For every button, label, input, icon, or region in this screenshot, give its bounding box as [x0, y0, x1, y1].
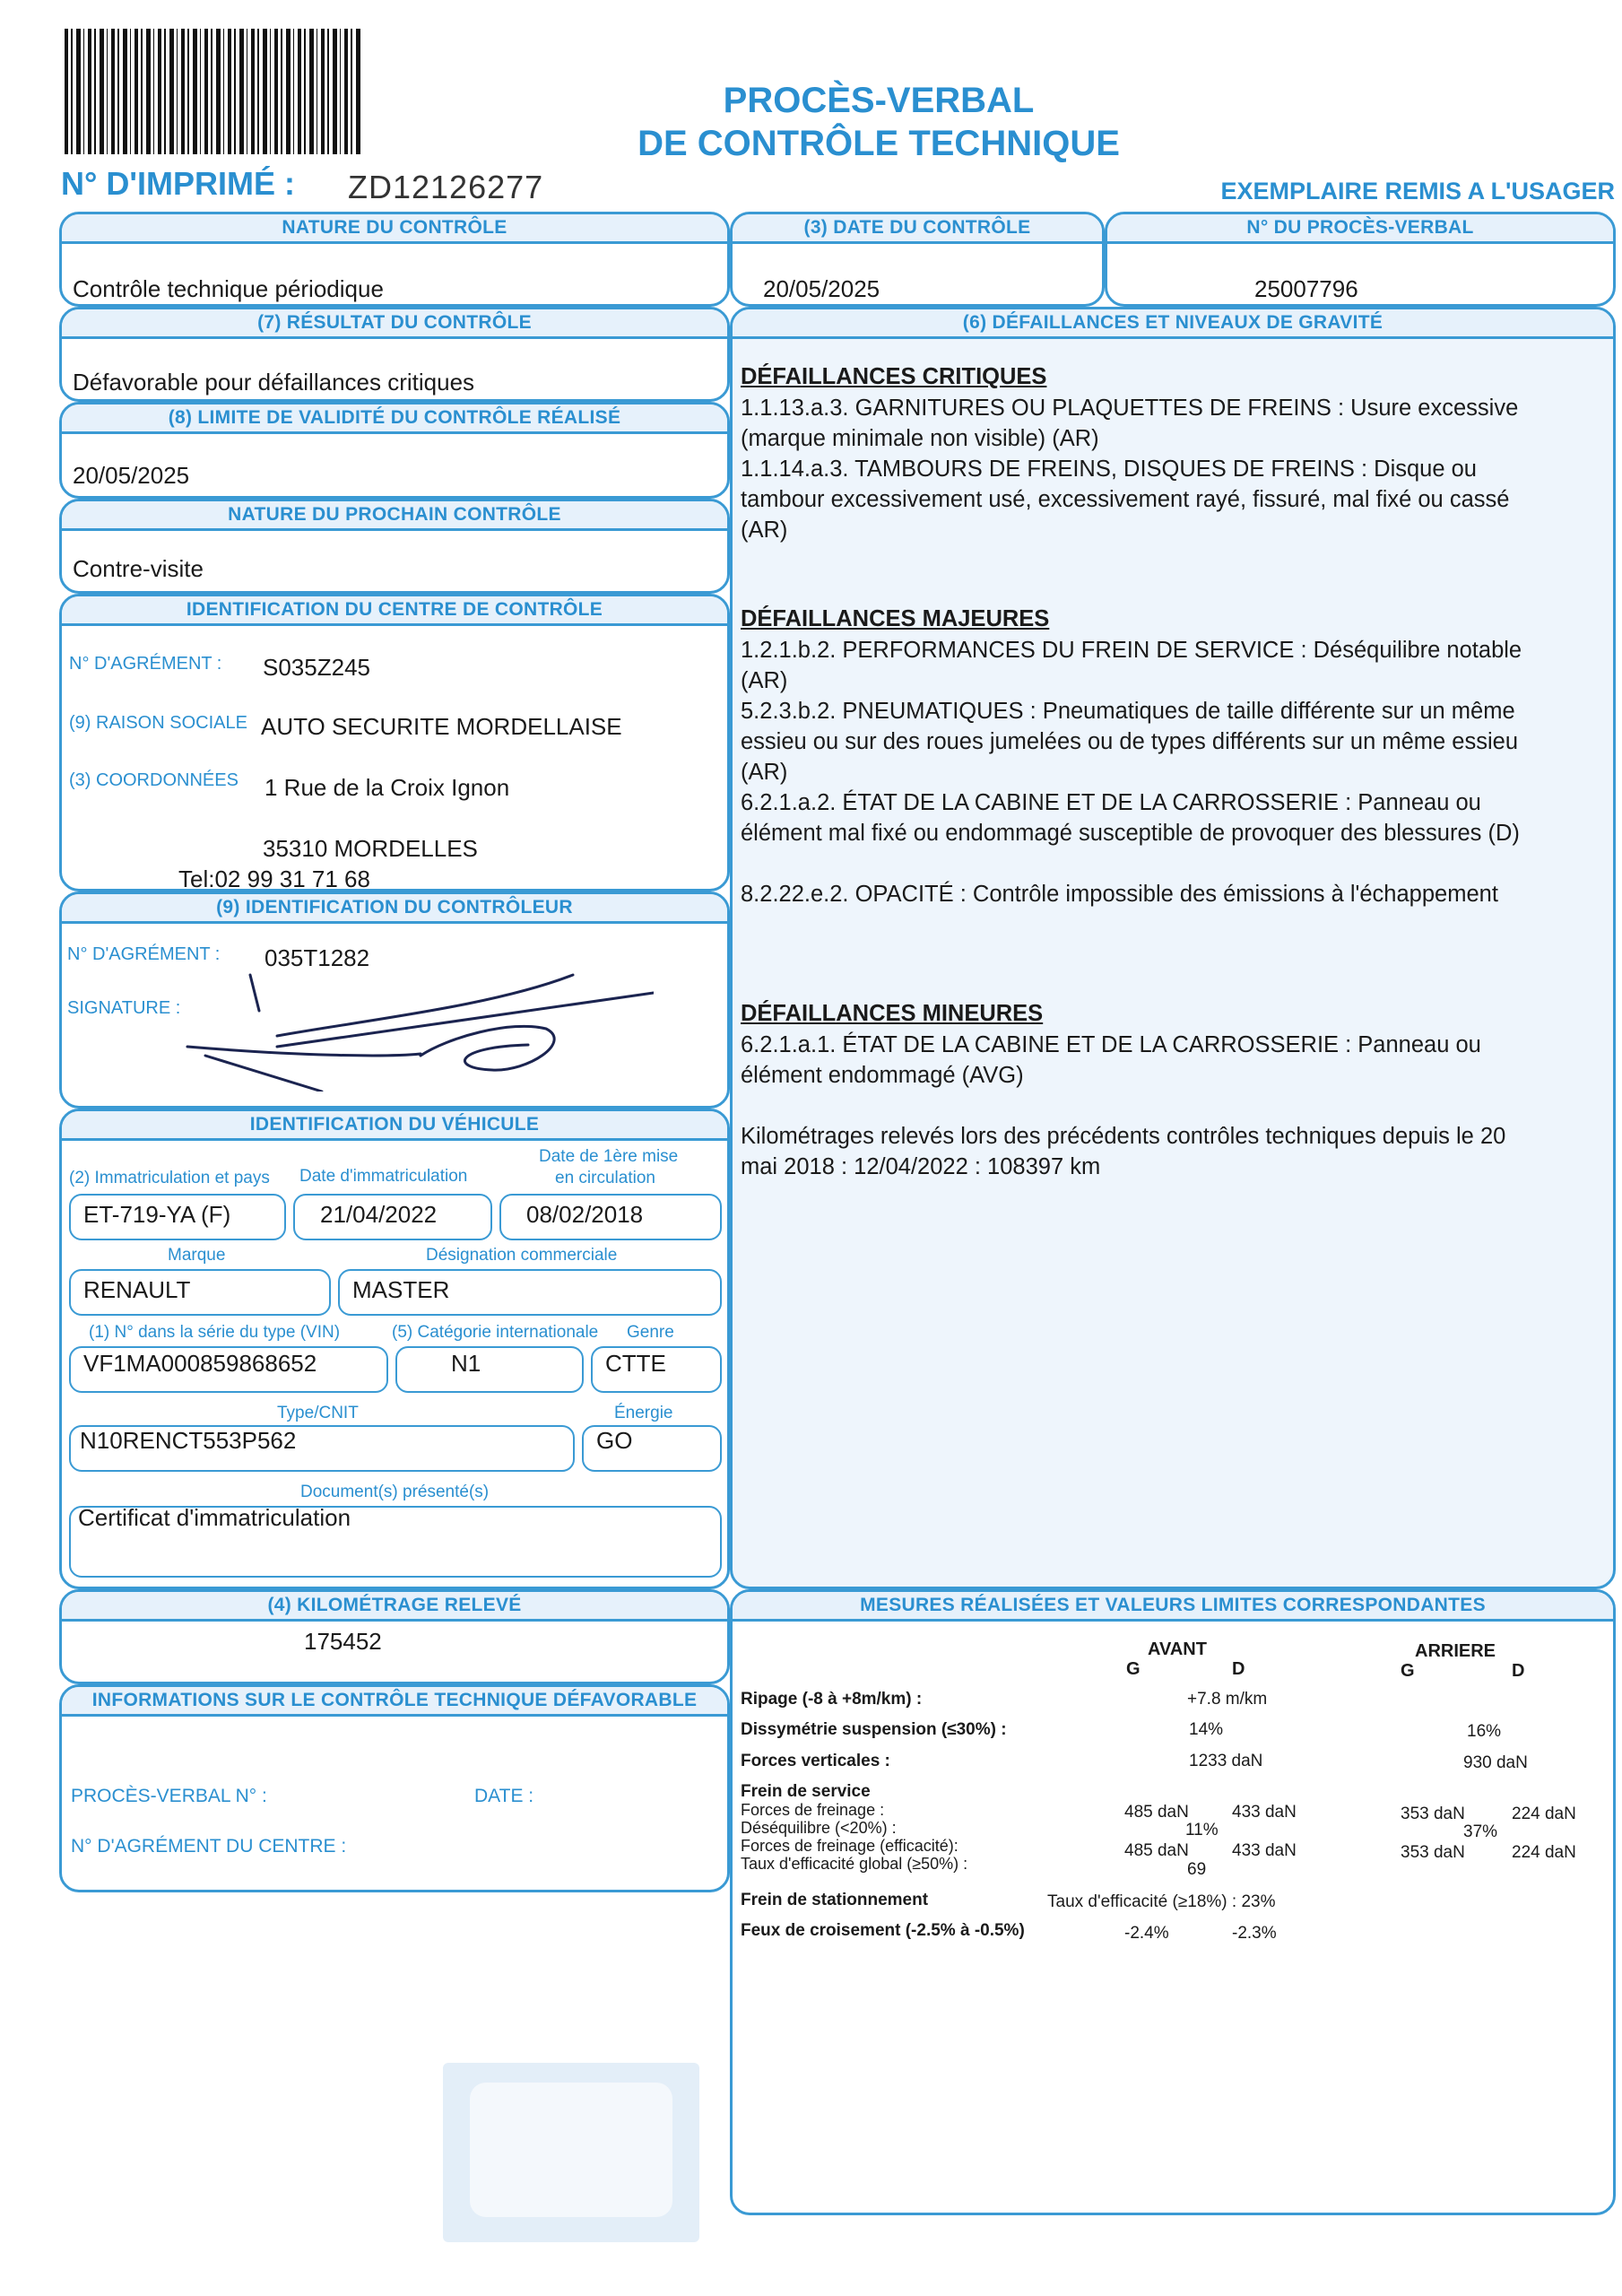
type-label: Type/CNIT — [277, 1404, 359, 1422]
avant-heading: AVANT — [1148, 1639, 1207, 1659]
dissymetrie-label: Dissymétrie suspension (≤30%) : — [741, 1720, 1007, 1739]
energie-value: GO — [596, 1427, 633, 1454]
genre-value: CTTE — [605, 1350, 666, 1377]
immat-label: (2) Immatriculation et pays — [69, 1169, 270, 1187]
feux-d: -2.3% — [1232, 1924, 1277, 1943]
type-field — [69, 1425, 575, 1472]
nature-controle-header: NATURE DU CONTRÔLE — [62, 214, 727, 244]
ff-ar-d: 224 daN — [1512, 1805, 1576, 1823]
categorie-value: N1 — [451, 1350, 481, 1377]
imprime-label: N° D'IMPRIMÉ : — [61, 165, 295, 202]
arriere-g: G — [1401, 1661, 1415, 1681]
desequilibre-avant: 11% — [1185, 1821, 1219, 1839]
centre-header: IDENTIFICATION DU CENTRE DE CONTRÔLE — [62, 596, 727, 626]
limite-header: (8) LIMITE DE VALIDITÉ DU CONTRÔLE RÉALISÉ — [62, 404, 727, 434]
prochain-panel — [59, 499, 730, 594]
controleur-header: (9) IDENTIFICATION DU CONTRÔLEUR — [62, 894, 727, 924]
first-mise-label-2: en circulation — [555, 1169, 655, 1187]
ff-ar-g: 353 daN — [1401, 1805, 1465, 1823]
vehicule-panel — [59, 1109, 730, 1589]
documents-field — [69, 1506, 722, 1578]
centre-tel: Tel:02 99 31 71 68 — [178, 865, 370, 892]
ripage-avant: +7.8 m/km — [1187, 1690, 1268, 1709]
resultat-panel — [59, 307, 730, 402]
date-controle-value: 20/05/2025 — [763, 275, 880, 302]
documents-label: Document(s) présenté(s) — [300, 1483, 490, 1501]
ff-av-d: 433 daN — [1232, 1803, 1297, 1822]
signature-image — [152, 957, 654, 1091]
defavorable-agrement-label: N° D'AGRÉMENT DU CENTRE : — [71, 1836, 347, 1857]
date-controle-header: (3) DATE DU CONTRÔLE — [733, 214, 1102, 244]
majeure-item: 6.2.1.a.2. ÉTAT DE LA CABINE ET DE LA CARROSSERIE : Panneau ou élément mal fixé ou endommagé susceptible de provoquer des blessures (D) — [741, 790, 1520, 846]
date-controle-panel — [730, 212, 1105, 307]
energie-label: Énergie — [614, 1404, 673, 1422]
defavorable-header: INFORMATIONS SUR LE CONTRÔLE TECHNIQUE DÉFAVORABLE — [62, 1687, 727, 1717]
desequilibre-label: Déséquilibre (<20%) : — [741, 1819, 897, 1837]
vin-value: VF1MA000859868652 — [83, 1350, 317, 1377]
exemplaire-label: EXEMPLAIRE REMIS A L'USAGER — [1220, 178, 1615, 204]
prochain-value: Contre-visite — [73, 555, 204, 582]
forces-verticales-label: Forces verticales : — [741, 1752, 890, 1770]
kilometrages-precedents: Kilométrages relevés lors des précédents contrôles techniques depuis le 20 mai 2018 : 12/04/2022 : 108397 km — [741, 1124, 1506, 1179]
vin-label: (1) N° dans la série du type (VIN) — [89, 1323, 341, 1342]
designation-field — [338, 1269, 722, 1316]
forces-freinage-label: Forces de freinage : — [741, 1801, 885, 1819]
dissymetrie-arriere: 16% — [1467, 1722, 1502, 1741]
fe-av-d: 433 daN — [1232, 1841, 1297, 1860]
controleur-panel — [59, 891, 730, 1109]
coordonnees-label: (3) COORDONNÉES — [69, 770, 239, 790]
fe-ar-g: 353 daN — [1401, 1843, 1465, 1862]
title-line-1: PROCÈS-VERBAL — [723, 81, 1035, 120]
majeure-item: 8.2.22.e.2. OPACITÉ : Contrôle impossible des émissions à l'échappement — [741, 882, 1498, 907]
imprime-value: ZD12126277 — [348, 169, 544, 205]
majeure-item: 5.2.3.b.2. PNEUMATIQUES : Pneumatiques de taille différente sur un même essieu ou sur des roues jumelées ou de types différents sur un même essieu (AR) — [741, 699, 1518, 785]
prochain-header: NATURE DU PROCHAIN CONTRÔLE — [62, 501, 727, 531]
address-line-1: 1 Rue de la Croix Ignon — [265, 774, 510, 801]
mineure-item: 6.2.1.a.1. ÉTAT DE LA CABINE ET DE LA CARROSSERIE : Panneau ou élément endommagé (AVG) — [741, 1032, 1481, 1088]
fe-ar-d: 224 daN — [1512, 1843, 1576, 1862]
taux-global-label: Taux d'efficacité global (≥50%) : — [741, 1855, 968, 1873]
nature-controle-value: Contrôle technique périodique — [73, 275, 384, 302]
barcode — [65, 29, 362, 154]
forces-verticales-avant: 1233 daN — [1189, 1752, 1263, 1770]
kilometrage-panel — [59, 1589, 730, 1684]
num-pv-header: N° DU PROCÈS-VERBAL — [1107, 214, 1613, 244]
kilometrage-value: 175452 — [304, 1628, 382, 1655]
critique-item: 1.1.13.a.3. GARNITURES OU PLAQUETTES DE FREINS : Usure excessive (marque minimale non visible) (AR) — [741, 396, 1519, 451]
defavorable-pv-label: PROCÈS-VERBAL N° : — [71, 1786, 267, 1806]
first-mise-field — [499, 1194, 722, 1240]
majeures-title: DÉFAILLANCES MAJEURES — [741, 606, 1050, 631]
date-immat-label: Date d'immatriculation — [299, 1167, 468, 1186]
stationnement-value: Taux d'efficacité (≥18%) : 23% — [1047, 1892, 1276, 1911]
marque-label: Marque — [168, 1246, 226, 1265]
document-title — [538, 79, 1219, 165]
arriere-heading: ARRIERE — [1415, 1641, 1496, 1661]
first-mise-label-1: Date de 1ère mise — [539, 1147, 679, 1166]
stamp-area — [443, 2063, 699, 2242]
date-immat-field — [293, 1194, 492, 1240]
forces-verticales-arriere: 930 daN — [1463, 1753, 1528, 1772]
energie-field — [582, 1425, 722, 1472]
vehicule-header: IDENTIFICATION DU VÉHICULE — [62, 1111, 727, 1141]
avant-g: G — [1126, 1659, 1141, 1679]
ff-av-g: 485 daN — [1124, 1803, 1189, 1822]
categorie-label: (5) Catégorie internationale — [392, 1323, 599, 1342]
raison-sociale-value: AUTO SECURITE MORDELLAISE — [261, 713, 622, 740]
defavorable-date-label: DATE : — [474, 1786, 534, 1806]
type-value: N10RENCT553P562 — [80, 1427, 297, 1454]
mesures-header: MESURES RÉALISÉES ET VALEURS LIMITES CORRESPONDANTES — [733, 1592, 1613, 1622]
kilometrage-header: (4) KILOMÉTRAGE RELEVÉ — [62, 1592, 727, 1622]
frein-service-label: Frein de service — [741, 1782, 871, 1801]
fe-av-g: 485 daN — [1124, 1841, 1189, 1860]
designation-value: MASTER — [352, 1276, 450, 1303]
critiques-title: DÉFAILLANCES CRITIQUES — [741, 364, 1047, 389]
genre-label: Genre — [627, 1323, 674, 1342]
controleur-agrement-label: N° D'AGRÉMENT : — [67, 944, 221, 964]
feux-g: -2.4% — [1124, 1924, 1169, 1943]
resultat-header: (7) RÉSULTAT DU CONTRÔLE — [62, 309, 727, 339]
mineures-title: DÉFAILLANCES MINEURES — [741, 1001, 1044, 1026]
dissymetrie-avant: 14% — [1189, 1720, 1224, 1739]
stationnement-label: Frein de stationnement — [741, 1891, 929, 1909]
ripage-label: Ripage (-8 à +8m/km) : — [741, 1690, 923, 1709]
raison-sociale-label: (9) RAISON SOCIALE — [69, 713, 247, 733]
date-immat-value: 21/04/2022 — [320, 1201, 438, 1228]
resultat-value: Défavorable pour défaillances critiques — [73, 369, 475, 396]
centre-agrement-label: N° D'AGRÉMENT : — [69, 654, 222, 674]
immat-field — [69, 1194, 286, 1240]
documents-value: Certificat d'immatriculation — [78, 1504, 351, 1531]
signature-label: SIGNATURE : — [67, 998, 181, 1018]
stamp-inner — [470, 2083, 672, 2217]
controleur-agrement-value: 035T1282 — [265, 944, 370, 971]
address-line-2: 35310 MORDELLES — [263, 835, 478, 862]
first-mise-value: 08/02/2018 — [526, 1201, 644, 1228]
majeure-item: 1.2.1.b.2. PERFORMANCES DU FREIN DE SERVICE : Déséquilibre notable (AR) — [741, 638, 1522, 693]
vin-field — [69, 1346, 388, 1393]
defavorable-panel — [59, 1684, 730, 1892]
centre-panel — [59, 594, 730, 891]
num-pv-panel — [1105, 212, 1616, 307]
marque-value: RENAULT — [83, 1276, 191, 1303]
limite-value: 20/05/2025 — [73, 462, 190, 489]
desequilibre-arriere: 37% — [1463, 1822, 1498, 1841]
centre-agrement-value: S035Z245 — [263, 654, 370, 681]
categorie-field — [395, 1346, 584, 1393]
marque-field — [69, 1269, 331, 1316]
limite-panel — [59, 402, 730, 499]
critique-item: 1.1.14.a.3. TAMBOURS DE FREINS, DISQUES DE FREINS : Disque ou tambour excessivement usé, excessivement rayé, fissuré, mal fixé ou cassé (AR) — [741, 457, 1510, 543]
designation-label: Désignation commerciale — [426, 1246, 618, 1265]
nature-controle-panel — [59, 212, 730, 307]
defaillances-header: (6) DÉFAILLANCES ET NIVEAUX DE GRAVITÉ — [733, 309, 1613, 339]
forces-efficacite-label: Forces de freinage (efficacité): — [741, 1837, 958, 1855]
title-line-2: DE CONTRÔLE TECHNIQUE — [638, 124, 1120, 163]
arriere-d: D — [1512, 1661, 1525, 1681]
num-pv-value: 25007796 — [1254, 275, 1358, 302]
genre-field — [591, 1346, 722, 1393]
feux-label: Feux de croisement (-2.5% à -0.5%) — [741, 1921, 1025, 1940]
immat-value: ET-719-YA (F) — [83, 1201, 231, 1228]
taux-global-value: 69 — [1187, 1860, 1207, 1879]
avant-d: D — [1232, 1659, 1245, 1679]
